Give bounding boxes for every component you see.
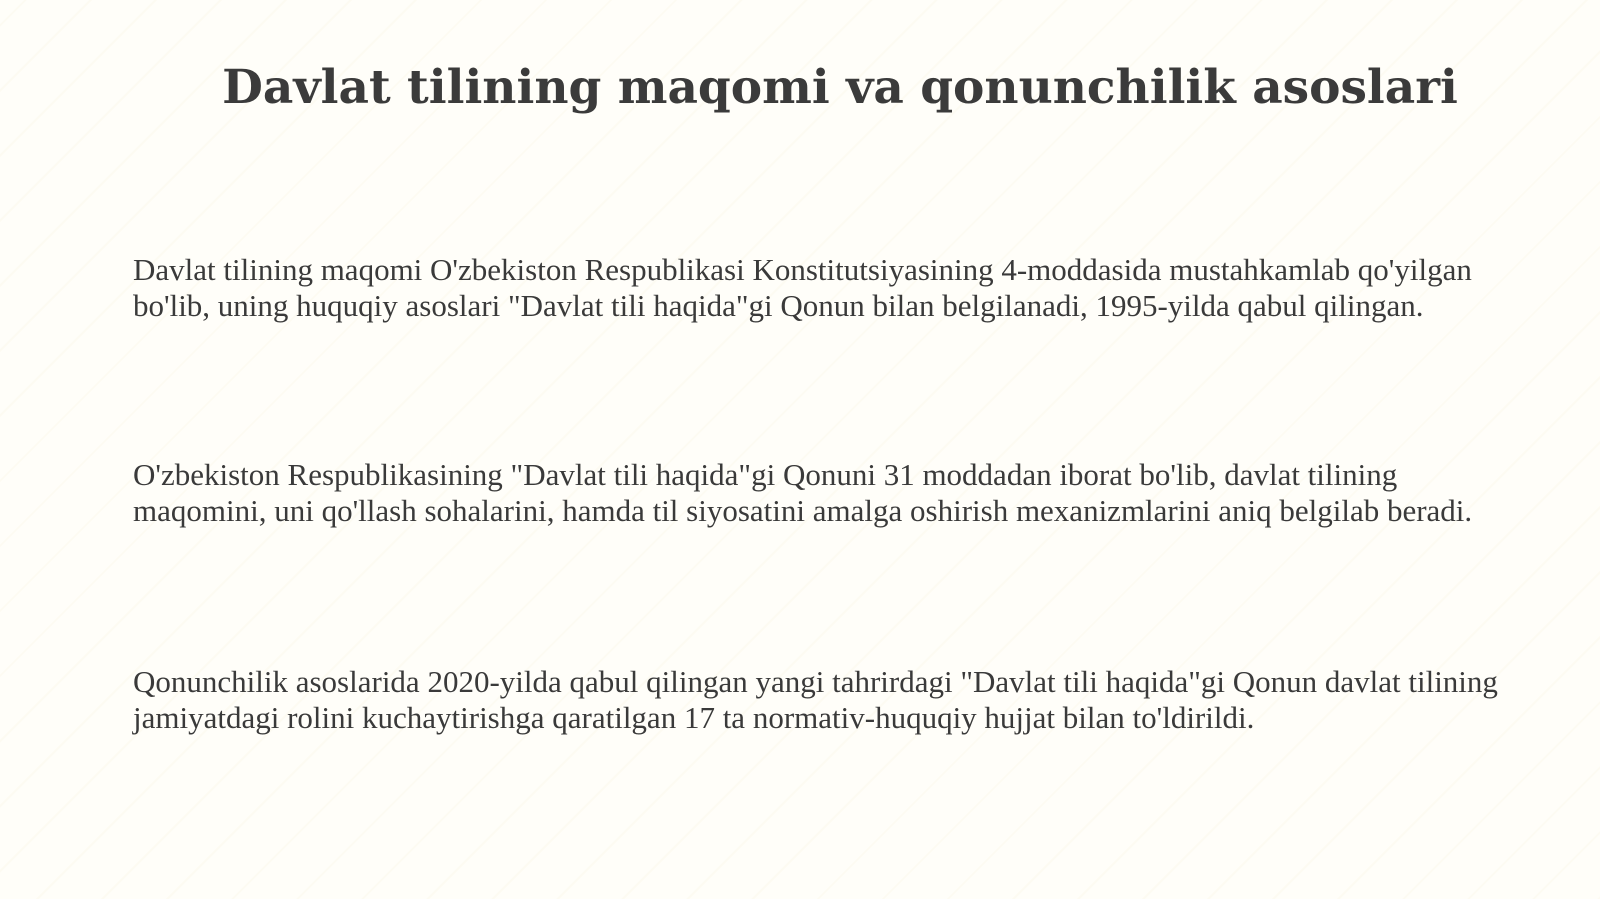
slide-title: Davlat tilining maqomi va qonunchilik asoslari [222,60,1458,115]
paragraph-law-articles: O'zbekiston Respublikasining "Davlat tili haqida"gi Qonuni 31 moddadan iborat bo'lib, davlat tilining maqomini, uni qo'llash sohalarini, hamda til siyosatini amalga oshirish mexanizmlarini aniq belgilab beradi. [133,457,1473,528]
paragraph-legislation-2020: Qonunchilik asoslarida 2020-yilda qabul qilingan yangi tahrirdagi "Davlat tili haqida"gi Qonun davlat tilining jamiyatdagi rolini kuchaytirishga qaratilgan 17 ta normativ-huquqiy hujjat bilan to'ldirildi. [133,664,1498,735]
paragraph-constitution-status: Davlat tilining maqomi O'zbekiston Respublikasi Konstitutsiyasining 4-moddasida mustahkamlab qo'yilgan bo'lib, uning huquqiy asoslari "Davlat tili haqida"gi Qonun bilan belgilanadi, 1995-yilda qabul qilingan. [133,252,1472,323]
